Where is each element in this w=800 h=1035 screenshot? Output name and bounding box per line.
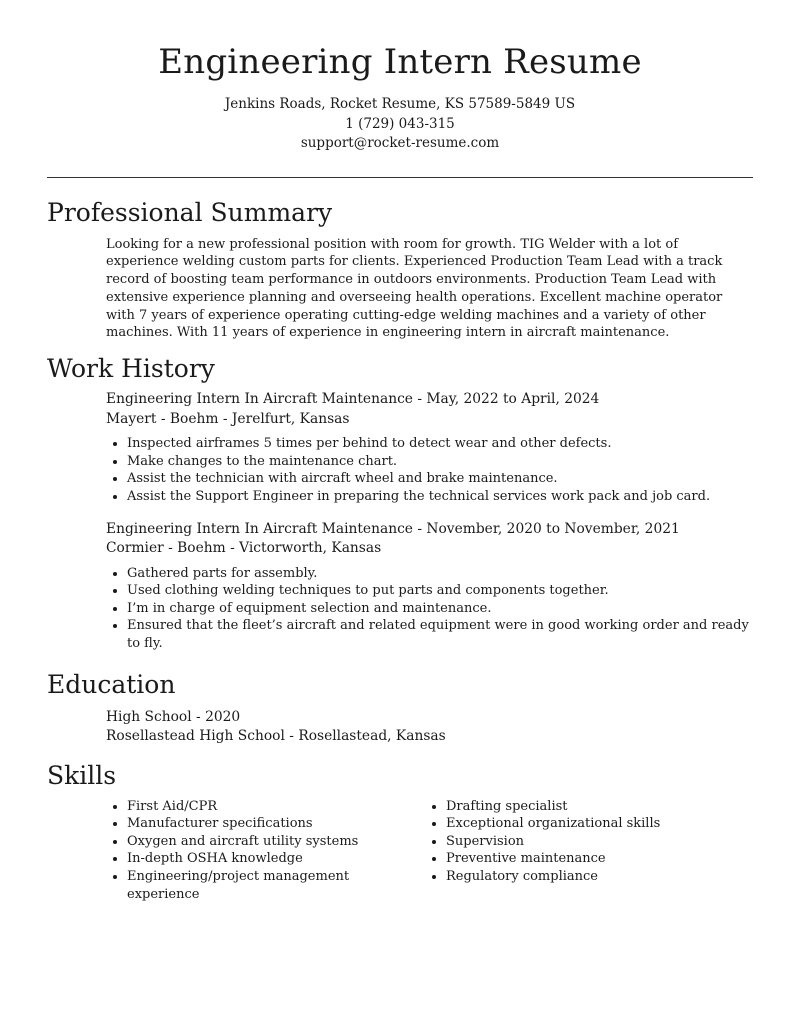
- job-entry: [106, 390, 753, 505]
- summary-text: Looking for a new professional position with room for growth. TIG Welder with a lot of experience welding custom parts for clients. Experienced Production Team Lead with a track record of boosting team performance in outdoors environments. Production Team Lead with extensive experience planning and overseeing health operations. Excellent machine operator with 7 years of experience operating cutting-edge welding machines and a variety of other machines. With 11 years of experience in engineering intern in aircraft maintenance.: [106, 236, 723, 341]
- list-item: • Ensured that the fleet’s aircraft and related equipment were in good working order and ready to fly.: [127, 617, 753, 652]
- list-item: • I’m in charge of equipment selection and maintenance.: [127, 600, 753, 618]
- skills-list-left: [106, 798, 425, 904]
- job-dates: November, 2020 to November, 2021: [426, 520, 680, 537]
- skills-list-right: [425, 798, 746, 904]
- contact-phone: 1 (729) 043-315: [345, 115, 455, 132]
- job-dates: May, 2022 to April, 2024: [426, 391, 600, 408]
- list-item: • Make changes to the maintenance chart.: [127, 453, 753, 471]
- job-duties-list: [106, 565, 753, 653]
- job-company-line: Cormier - Boehm - Victorworth, Kansas: [106, 540, 382, 557]
- resume-title: Engineering Intern Resume: [158, 42, 642, 82]
- education-section: [47, 669, 753, 747]
- list-item: • Supervision: [446, 833, 746, 851]
- education-year: 2020: [205, 708, 241, 725]
- education-heading: Education: [47, 669, 176, 699]
- job-location: Jerelfurt, Kansas: [231, 410, 350, 427]
- skills-section: [47, 760, 753, 904]
- skills-grid: [106, 798, 753, 904]
- job-title-line: Engineering Intern In Aircraft Maintenance - November, 2020 to November, 2021: [106, 520, 680, 537]
- list-item: • Preventive maintenance: [446, 850, 746, 868]
- list-item: • First Aid/CPR: [127, 798, 425, 816]
- list-item: • Engineering/project management experience: [127, 868, 425, 903]
- summary-section: [47, 197, 753, 343]
- education-location: Rosellastead, Kansas: [298, 728, 446, 745]
- job-company-line: Mayert - Boehm - Jerelfurt, Kansas: [106, 410, 350, 427]
- list-item: • Assist the Support Engineer in preparing the technical services work pack and job card.: [127, 488, 753, 506]
- list-item: • Oxygen and aircraft utility systems: [127, 833, 425, 851]
- list-item: • Assist the technician with aircraft wheel and brake maintenance.: [127, 470, 753, 488]
- list-item: • Inspected airframes 5 times per behind to detect wear and other defects.: [127, 435, 753, 453]
- job-company: Cormier - Boehm: [106, 540, 226, 557]
- list-item: • Regulatory compliance: [446, 868, 746, 886]
- education-entry: [106, 708, 753, 747]
- contact-address: Jenkins Roads, Rocket Resume, KS 57589-5849 US: [224, 96, 576, 112]
- education-degree-line: High School - 2020: [106, 708, 241, 725]
- education-school: Rosellastead High School: [106, 728, 285, 745]
- job-location: Victorworth, Kansas: [239, 540, 382, 557]
- work-history-heading: Work History: [47, 354, 215, 384]
- resume-header: [47, 0, 753, 154]
- education-school-line: Rosellastead High School - Rosellastead, Kansas: [106, 728, 446, 745]
- job-role: Engineering Intern In Aircraft Maintenance: [106, 520, 413, 537]
- list-item: • Manufacturer specifications: [127, 815, 425, 833]
- list-item: • In-depth OSHA knowledge: [127, 850, 425, 868]
- job-entry: [106, 520, 753, 653]
- job-company: Mayert - Boehm: [106, 410, 219, 427]
- list-item: • Used clothing welding techniques to put parts and components together.: [127, 582, 753, 600]
- job-duties-list: [106, 435, 753, 505]
- work-history-section: [47, 353, 753, 652]
- job-role: Engineering Intern In Aircraft Maintenance: [106, 391, 413, 408]
- list-item: • Drafting specialist: [446, 798, 746, 816]
- education-degree: High School: [106, 708, 192, 725]
- list-item: • Exceptional organizational skills: [446, 815, 746, 833]
- header-divider: [47, 177, 753, 178]
- list-item: • Gathered parts for assembly.: [127, 565, 753, 583]
- contact-email: support@rocket-resume.com: [300, 135, 500, 151]
- summary-heading: Professional Summary: [47, 197, 333, 227]
- skills-heading: Skills: [47, 760, 117, 790]
- job-title-line: Engineering Intern In Aircraft Maintenance - May, 2022 to April, 2024: [106, 391, 600, 408]
